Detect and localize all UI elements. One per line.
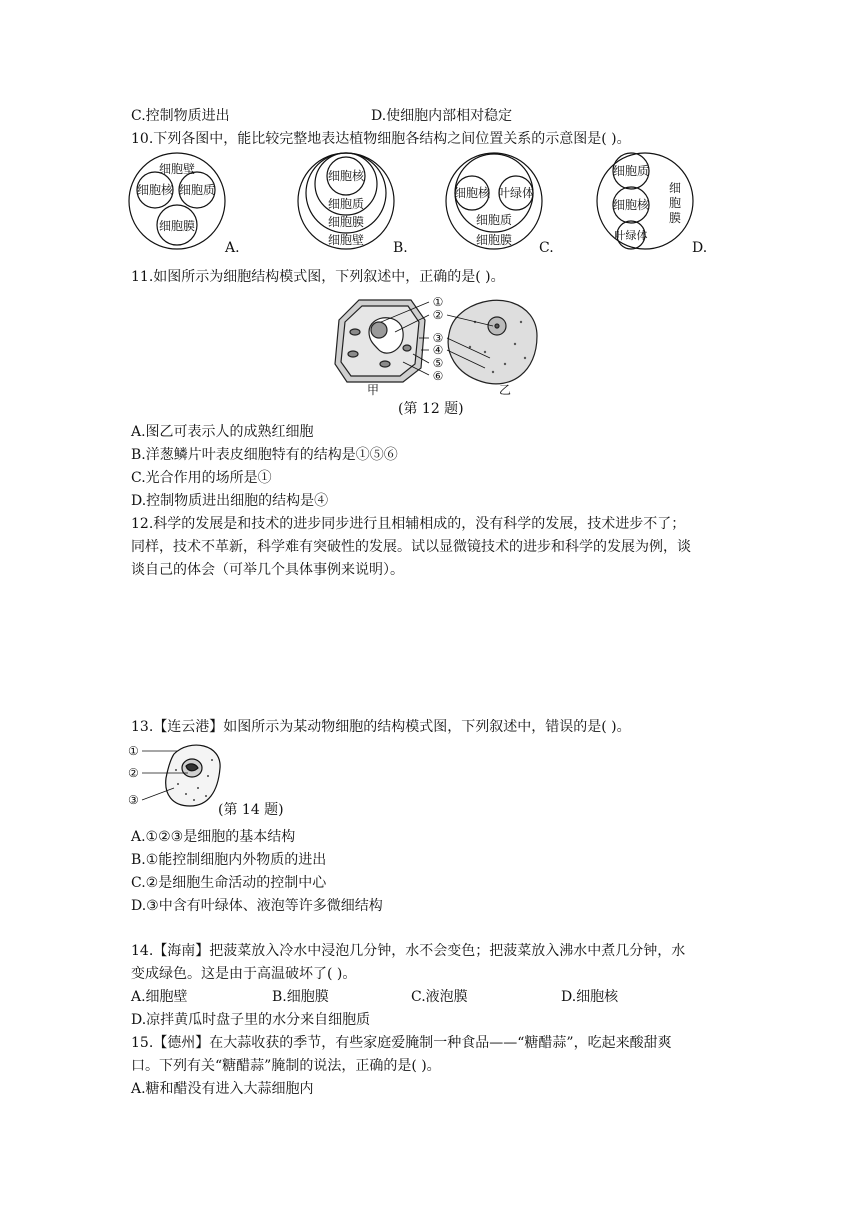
diagram-d-letter: D. bbox=[692, 240, 708, 256]
q13-marker-3: ③ bbox=[128, 793, 139, 807]
q11-marker-4: ④ bbox=[432, 343, 444, 357]
q14-extra-line: D.凉拌黄瓜时盘子里的水分来自细胞质 bbox=[131, 1012, 371, 1028]
q11-option-b: B.洋葱鳞片叶表皮细胞特有的结构是①⑤⑥ bbox=[131, 447, 398, 463]
q14-option-b: B.细胞膜 bbox=[272, 989, 329, 1005]
q15-line-2: 口。下列有关“糖醋蒜”腌制的说法，正确的是( )。 bbox=[131, 1058, 441, 1074]
diagram-d-label-3: 叶绿体 bbox=[614, 229, 648, 242]
diagram-c-label-3: 细胞质 bbox=[475, 213, 513, 227]
diagram-b-label-1: 细胞核 bbox=[327, 169, 365, 183]
diagram-c-letter: C. bbox=[539, 240, 554, 256]
q14-option-d: D.细胞核 bbox=[561, 989, 619, 1005]
q13-option-a: A.①②③是细胞的基本结构 bbox=[131, 829, 296, 845]
q13-option-d: D.③中含有叶绿体、液泡等许多微细结构 bbox=[131, 898, 383, 914]
q9-option-c: C.控制物质进出 bbox=[131, 108, 230, 124]
q12-line-1: 12.科学的发展是和技术的进步同步进行且相辅相成的，没有科学的发展，技术进步不了； bbox=[131, 516, 686, 532]
diagram-c-label-4: 细胞膜 bbox=[475, 233, 513, 247]
q11-marker-1: ① bbox=[432, 295, 444, 309]
diagram-d-label-5: 胞 bbox=[668, 196, 682, 210]
q11-stem: 11.如图所示为细胞结构模式图，下列叙述中，正确的是( )。 bbox=[131, 269, 505, 285]
q10-stem: 10.下列各图中，能比较完整地表达植物细胞各结构之间位置关系的示意图是( )。 bbox=[131, 131, 631, 147]
q12-line-3: 谈自己的体会（可举几个具体事例来说明）。 bbox=[131, 562, 404, 578]
diagram-d-label-1: 细胞质 bbox=[612, 164, 650, 178]
q11-marker-6: ⑥ bbox=[432, 369, 444, 383]
q11-option-a: A.图乙可表示人的成熟红细胞 bbox=[131, 424, 314, 440]
q14-option-a: A.细胞壁 bbox=[131, 989, 188, 1005]
diagram-b-label-2: 细胞质 bbox=[327, 197, 365, 211]
q11-marker-5: ⑤ bbox=[432, 356, 444, 370]
diagram-d-label-2: 细胞核 bbox=[612, 198, 650, 212]
diagram-a-label-3: 细胞质 bbox=[178, 183, 216, 197]
diagram-a-label-4: 细胞膜 bbox=[158, 219, 196, 233]
q13-option-b: B.①能控制细胞内外物质的进出 bbox=[131, 852, 327, 868]
diagram-c-label-1: 细胞核 bbox=[453, 186, 491, 200]
q13-stem: 13.【连云港】如图所示为某动物细胞的结构模式图，下列叙述中，错误的是( )。 bbox=[131, 719, 631, 735]
q11-label-jia: 甲 bbox=[366, 383, 380, 397]
q13-option-c: C.②是细胞生命活动的控制中心 bbox=[131, 875, 327, 891]
q11-figure bbox=[325, 292, 545, 398]
q14-option-c: C.液泡膜 bbox=[411, 989, 468, 1005]
diagram-a-label-1: 细胞壁 bbox=[158, 162, 196, 176]
q11-marker-2: ② bbox=[432, 308, 444, 322]
q13-marker-2: ② bbox=[128, 766, 139, 780]
q13-figure bbox=[128, 740, 228, 812]
diagram-d-label-4: 细 bbox=[668, 181, 682, 195]
diagram-b-label-4: 细胞壁 bbox=[327, 233, 365, 247]
diagram-b-label-3: 细胞膜 bbox=[327, 215, 365, 229]
diagram-a-label-2: 细胞核 bbox=[136, 183, 174, 197]
diagram-b-letter: B. bbox=[393, 240, 408, 256]
q10-diagrams bbox=[125, 150, 725, 260]
q11-label-yi: 乙 bbox=[498, 383, 512, 397]
q14-line-2: 变成绿色。这是由于高温破坏了( )。 bbox=[131, 966, 357, 982]
diagram-c-label-2: 叶绿体 bbox=[497, 186, 535, 200]
diagram-a-letter: A. bbox=[225, 240, 240, 256]
q15-option-a: A.糖和醋没有进入大蒜细胞内 bbox=[131, 1081, 314, 1097]
q11-option-c: C.光合作用的场所是① bbox=[131, 470, 272, 486]
diagram-d-label-6: 膜 bbox=[668, 211, 682, 225]
q14-line-1: 14.【海南】把菠菜放入冷水中浸泡几分钟，水不会变色；把菠菜放入沸水中煮几分钟，水 bbox=[131, 943, 686, 959]
q13-marker-1: ① bbox=[128, 744, 139, 758]
q11-marker-3: ③ bbox=[432, 331, 444, 345]
q15-line-1: 15.【德州】在大蒜收获的季节，有些家庭爱腌制一种食品——“糖醋蒜”，吃起来酸甜爽 bbox=[131, 1035, 672, 1051]
q13-caption: (第 14 题) bbox=[218, 802, 284, 818]
q11-caption: (第 12 题) bbox=[398, 401, 464, 417]
q9-option-d: D.使细胞内部相对稳定 bbox=[371, 108, 513, 124]
q12-line-2: 同样，技术不革新，科学难有突破性的发展。试以显微镜技术的进步和科学的发展为例，谈 bbox=[131, 539, 691, 555]
q11-option-d: D.控制物质进出细胞的结构是④ bbox=[131, 493, 329, 509]
